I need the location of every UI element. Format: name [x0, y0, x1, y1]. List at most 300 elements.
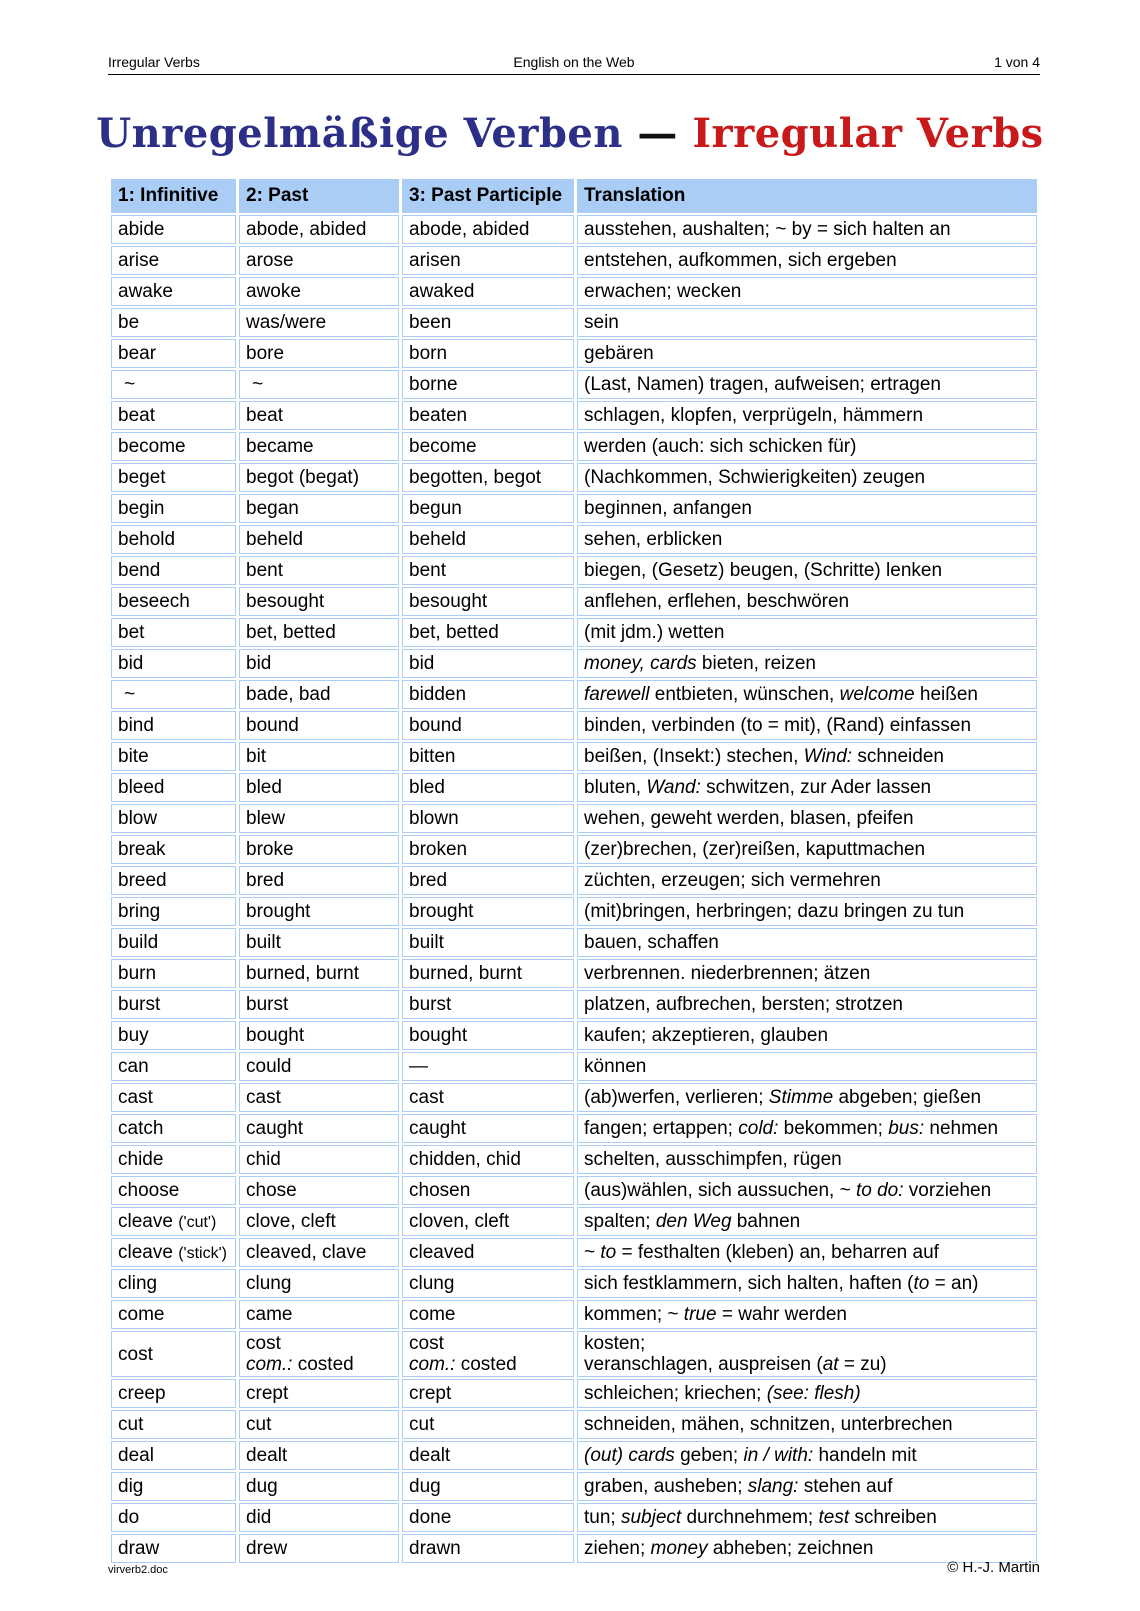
table-row: [111, 494, 1037, 523]
text-segment: bought: [409, 1025, 468, 1046]
text-segment: draw: [118, 1538, 160, 1559]
column-header-past: 2: Past: [239, 179, 399, 213]
table-row: [111, 742, 1037, 771]
cell-past-participle: [402, 1410, 574, 1439]
cell-translation: [577, 1379, 1037, 1408]
table-row: [111, 1441, 1037, 1470]
page-header: [108, 54, 1040, 75]
text-segment: awake: [118, 281, 173, 302]
cell-infinitive: [111, 1207, 236, 1236]
text-segment: bite: [118, 746, 149, 767]
cell-past: [239, 1503, 399, 1532]
italic-segment: farewell: [584, 684, 650, 705]
text-segment: burst: [118, 994, 161, 1015]
cell-translation: [577, 1410, 1037, 1439]
cell-translation: [577, 649, 1037, 678]
footer-filename: virverb2.doc: [108, 1564, 168, 1576]
text-segment: wehen, geweht werden, blasen, pfeifen: [584, 808, 914, 829]
cell-translation: [577, 928, 1037, 957]
cell-infinitive: [111, 525, 236, 554]
cell-past: [239, 525, 399, 554]
table-row: [111, 1238, 1037, 1267]
infinitive-note: ('cut'): [178, 1213, 217, 1231]
text-segment: creep: [118, 1383, 166, 1404]
cell-translation: [577, 246, 1037, 275]
text-segment: costed: [455, 1354, 517, 1375]
cell-past: [239, 804, 399, 833]
text-segment: bear: [118, 343, 157, 364]
text-segment: (mit)bringen, herbringen; dazu bringen zu tun: [584, 901, 965, 922]
cell-infinitive: [111, 370, 236, 399]
cell-translation: [577, 618, 1037, 647]
text-segment: buy: [118, 1025, 149, 1046]
cell-past: [239, 1021, 399, 1050]
text-segment: chidden, chid: [409, 1149, 521, 1170]
table-row: [111, 804, 1037, 833]
text-segment: bit: [246, 746, 267, 767]
text-segment: cast: [409, 1087, 444, 1108]
title-separator: —: [637, 110, 678, 157]
text-segment: ziehen;: [584, 1538, 651, 1559]
text-segment: begot (begat): [246, 467, 360, 488]
cell-past-participle: [402, 1176, 574, 1205]
cell-translation: [577, 959, 1037, 988]
cell-past-participle: [402, 1238, 574, 1267]
text-segment: bent: [409, 560, 446, 581]
text-segment: kommen; ~: [584, 1304, 684, 1325]
cell-past-participle: [402, 308, 574, 337]
text-segment: bled: [246, 777, 282, 798]
text-segment: clung: [246, 1273, 292, 1294]
cell-translation: [577, 1331, 1037, 1377]
text-segment: burned, burnt: [246, 963, 360, 984]
text-segment: awoke: [246, 281, 301, 302]
cell-infinitive: [111, 680, 236, 709]
text-segment: veranschlagen, auspreisen (: [584, 1354, 823, 1375]
cell-past: [239, 835, 399, 864]
text-segment: borne: [409, 374, 458, 395]
text-segment: broken: [409, 839, 468, 860]
text-segment: beat: [246, 405, 283, 426]
cell-infinitive: [111, 990, 236, 1019]
cell-past: [239, 1052, 399, 1081]
cell-translation: [577, 990, 1037, 1019]
text-segment: abode, abided: [409, 219, 530, 240]
cell-translation: [577, 1114, 1037, 1143]
text-segment: ~: [584, 1242, 601, 1263]
cell-past-participle: [402, 1441, 574, 1470]
text-segment: brought: [246, 901, 311, 922]
text-segment: behold: [118, 529, 176, 550]
table-row: [111, 1331, 1037, 1377]
italic-segment: (out) cards: [584, 1445, 675, 1466]
text-segment: schreiben: [849, 1507, 937, 1528]
cell-infinitive: [111, 773, 236, 802]
text-segment: schwitzen, zur Ader lassen: [700, 777, 932, 798]
cell-past: [239, 1534, 399, 1563]
text-segment: cost: [409, 1333, 444, 1354]
table-row: [111, 1176, 1037, 1205]
cell-past-participle: [402, 1021, 574, 1050]
text-segment: = festhalten (kleben) an, beharren auf: [616, 1242, 939, 1263]
cell-past-participle: [402, 1379, 574, 1408]
text-segment: done: [409, 1507, 452, 1528]
text-segment: bade, bad: [246, 684, 331, 705]
header-left: Irregular Verbs: [108, 54, 200, 70]
cell-translation: [577, 1145, 1037, 1174]
cell-past: [239, 1379, 399, 1408]
text-segment: dug: [246, 1476, 278, 1497]
text-segment: geben;: [674, 1445, 744, 1466]
text-segment: born: [409, 343, 448, 364]
table-row: [111, 1269, 1037, 1298]
text-segment: begotten, begot: [409, 467, 542, 488]
cell-past: [239, 556, 399, 585]
text-segment: nehmen: [924, 1118, 999, 1139]
italic-segment: at: [822, 1354, 839, 1375]
cell-past-participle: [402, 494, 574, 523]
cell-past: [239, 649, 399, 678]
cell-past: [239, 1176, 399, 1205]
cell-past-participle: [402, 277, 574, 306]
text-segment: entstehen, aufkommen, sich ergeben: [584, 250, 897, 271]
cell-infinitive: [111, 432, 236, 461]
cell-infinitive: [111, 835, 236, 864]
text-segment: bitten: [409, 746, 456, 767]
text-segment: bid: [246, 653, 272, 674]
text-segment: ~: [124, 374, 136, 395]
table-row: [111, 959, 1037, 988]
cell-translation: [577, 1176, 1037, 1205]
table-row: [111, 618, 1037, 647]
text-segment: awaked: [409, 281, 475, 302]
cell-infinitive: [111, 308, 236, 337]
cell-past: [239, 587, 399, 616]
italic-segment: slang:: [747, 1476, 799, 1497]
text-segment: abgeben; gießen: [833, 1087, 982, 1108]
table-row: [111, 1379, 1037, 1408]
text-segment: came: [246, 1304, 293, 1325]
cell-past-participle: [402, 370, 574, 399]
cell-past-participle: [402, 1331, 574, 1377]
text-segment: kaufen; akzeptieren, glauben: [584, 1025, 829, 1046]
cell-past-participle: [402, 1052, 574, 1081]
text-segment: (Nachkommen, Schwierigkeiten) zeugen: [584, 467, 926, 488]
text-segment: beget: [118, 467, 166, 488]
title-german: Unregelmäßige Verben: [96, 110, 623, 157]
column-header-past-participle: 3: Past Participle: [402, 179, 574, 213]
text-segment: begun: [409, 498, 462, 519]
text-segment: dealt: [246, 1445, 288, 1466]
text-segment: burst: [246, 994, 289, 1015]
cell-past-participle: [402, 990, 574, 1019]
cell-infinitive: [111, 494, 236, 523]
text-segment: bluten,: [584, 777, 647, 798]
cell-infinitive: [111, 711, 236, 740]
text-segment: bid: [409, 653, 435, 674]
text-segment: ~: [124, 684, 136, 705]
table-row: [111, 866, 1037, 895]
text-segment: schneiden, mähen, schnitzen, unterbrechen: [584, 1414, 953, 1435]
cell-translation: [577, 1269, 1037, 1298]
infinitive-note: ('stick'): [178, 1244, 227, 1262]
text-segment: schlagen, klopfen, verprügeln, hämmern: [584, 405, 924, 426]
text-segment: chosen: [409, 1180, 471, 1201]
text-segment: cleave: [118, 1241, 173, 1263]
text-segment: abode, abided: [246, 219, 367, 240]
text-segment: chose: [246, 1180, 297, 1201]
cell-past: [239, 928, 399, 957]
cell-infinitive: [111, 1176, 236, 1205]
text-segment: do: [118, 1507, 140, 1528]
cell-translation: [577, 494, 1037, 523]
text-segment: bled: [409, 777, 445, 798]
text-segment: abide: [118, 219, 165, 240]
text-segment: blew: [246, 808, 286, 829]
cell-past: [239, 1083, 399, 1112]
cell-past: [239, 1207, 399, 1236]
cell-translation: [577, 1472, 1037, 1501]
text-segment: schleichen; kriechen;: [584, 1383, 767, 1404]
text-segment: gebären: [584, 343, 654, 364]
cell-past-participle: [402, 1534, 574, 1563]
text-segment: break: [118, 839, 166, 860]
text-segment: entbieten, wünschen,: [649, 684, 840, 705]
cell-past-participle: [402, 1083, 574, 1112]
cell-past: [239, 1410, 399, 1439]
text-segment: beißen, (Insekt:) stechen,: [584, 746, 804, 767]
text-segment: clove, cleft: [246, 1211, 336, 1232]
cell-infinitive: [111, 928, 236, 957]
cell-infinitive: [111, 1379, 236, 1408]
italic-segment: to: [600, 1242, 617, 1263]
text-segment: fangen; ertappen;: [584, 1118, 739, 1139]
cell-past-participle: [402, 463, 574, 492]
cell-infinitive: [111, 215, 236, 244]
header-center: English on the Web: [513, 54, 635, 70]
footer-copyright: © H.-J. Martin: [947, 1559, 1040, 1576]
cell-infinitive: [111, 742, 236, 771]
text-segment: züchten, erzeugen; sich vermehren: [584, 870, 881, 891]
text-segment: build: [118, 932, 159, 953]
cell-infinitive: [111, 1503, 236, 1532]
text-segment: beheld: [246, 529, 304, 550]
cell-infinitive: [111, 1083, 236, 1112]
cell-infinitive: [111, 246, 236, 275]
cell-past-participle: [402, 1145, 574, 1174]
text-segment: können: [584, 1056, 647, 1077]
cell-translation: [577, 587, 1037, 616]
text-segment: erwachen; wecken: [584, 281, 742, 302]
italic-segment: com.:: [246, 1354, 293, 1375]
text-segment: clung: [409, 1273, 455, 1294]
table-row: [111, 432, 1037, 461]
column-header-infinitive: 1: Infinitive: [111, 179, 236, 213]
cell-past-participle: [402, 215, 574, 244]
text-segment: cleaved: [409, 1242, 475, 1263]
cell-infinitive: [111, 866, 236, 895]
table-row: [111, 401, 1037, 430]
text-segment: sich festklammern, sich halten, haften (: [584, 1273, 914, 1294]
text-segment: bleed: [118, 777, 165, 798]
text-segment: caught: [409, 1118, 467, 1139]
cell-infinitive: [111, 1472, 236, 1501]
cell-past-participle: [402, 401, 574, 430]
italic-segment: subject: [620, 1507, 682, 1528]
text-segment: besought: [409, 591, 488, 612]
italic-segment: to: [913, 1273, 930, 1294]
text-segment: begin: [118, 498, 165, 519]
cell-past-participle: [402, 711, 574, 740]
cell-past: [239, 1300, 399, 1329]
text-segment: cut: [409, 1414, 435, 1435]
cell-translation: [577, 401, 1037, 430]
verb-table: [108, 177, 1040, 1565]
italic-segment: cold:: [738, 1118, 779, 1139]
table-row: [111, 649, 1037, 678]
table-row: [111, 1534, 1037, 1563]
cell-infinitive: [111, 1052, 236, 1081]
text-segment: bid: [118, 653, 144, 674]
cell-past-participle: [402, 432, 574, 461]
cell-past: [239, 773, 399, 802]
cell-past: [239, 308, 399, 337]
table-row: [111, 339, 1037, 368]
text-segment: cut: [246, 1414, 272, 1435]
cell-past: [239, 1114, 399, 1143]
cell-translation: [577, 773, 1037, 802]
cell-infinitive: [111, 1145, 236, 1174]
cell-past-participle: [402, 246, 574, 275]
italic-segment: com.:: [409, 1354, 456, 1375]
text-segment: bred: [246, 870, 285, 891]
cell-past: [239, 711, 399, 740]
cell-past: [239, 339, 399, 368]
text-segment: (mit jdm.) wetten: [584, 622, 725, 643]
text-segment: beaten: [409, 405, 468, 426]
cell-past: [239, 959, 399, 988]
text-segment: (Last, Namen) tragen, aufweisen; ertragen: [584, 374, 941, 395]
cell-infinitive: [111, 277, 236, 306]
text-segment: abheben; zeichnen: [707, 1538, 874, 1559]
text-segment: deal: [118, 1445, 154, 1466]
text-segment: costed: [292, 1354, 354, 1375]
text-segment: bet, betted: [409, 622, 499, 643]
table-row: [111, 556, 1037, 585]
cell-past-participle: [402, 587, 574, 616]
text-segment: bet: [118, 622, 145, 643]
text-segment: bent: [246, 560, 283, 581]
cell-past-participle: [402, 928, 574, 957]
cell-translation: [577, 1300, 1037, 1329]
cell-infinitive: [111, 556, 236, 585]
text-segment: burst: [409, 994, 452, 1015]
cell-translation: [577, 742, 1037, 771]
cell-infinitive: [111, 1238, 236, 1267]
text-segment: built: [246, 932, 281, 953]
italic-segment: to do:: [855, 1180, 904, 1201]
text-segment: arisen: [409, 250, 461, 271]
cell-translation: [577, 1052, 1037, 1081]
text-segment: become: [409, 436, 477, 457]
text-segment: bred: [409, 870, 448, 891]
cell-past: [239, 990, 399, 1019]
text-segment: cleaved, clave: [246, 1242, 367, 1263]
table-row: [111, 711, 1037, 740]
cell-past: [239, 866, 399, 895]
text-segment: werden (auch: sich schicken für): [584, 436, 857, 457]
cell-past-participle: [402, 1472, 574, 1501]
text-segment: beginnen, anfangen: [584, 498, 752, 519]
cell-past: [239, 1441, 399, 1470]
italic-segment: welcome: [839, 684, 915, 705]
cell-infinitive: [111, 1114, 236, 1143]
table-row: [111, 1472, 1037, 1501]
italic-segment: Wind:: [803, 746, 853, 767]
cell-past-participle: [402, 1503, 574, 1532]
cell-translation: [577, 1083, 1037, 1112]
table-row: [111, 1052, 1037, 1081]
table-row: [111, 897, 1037, 926]
cell-translation: [577, 339, 1037, 368]
cell-past-participle: [402, 680, 574, 709]
cell-infinitive: [111, 897, 236, 926]
text-segment: biegen, (Gesetz) beugen, (Schritte) lenken: [584, 560, 943, 581]
table-row: [111, 1207, 1037, 1236]
text-segment: bend: [118, 560, 161, 581]
cell-translation: [577, 1207, 1037, 1236]
text-segment: beat: [118, 405, 155, 426]
table-row: [111, 370, 1037, 399]
italic-segment: money, cards: [584, 653, 697, 674]
text-segment: built: [409, 932, 444, 953]
text-segment: bet, betted: [246, 622, 336, 643]
cell-past-participle: [402, 742, 574, 771]
text-segment: heißen: [914, 684, 978, 705]
table-row: [111, 587, 1037, 616]
cell-translation: [577, 866, 1037, 895]
table-row: [111, 680, 1037, 709]
text-segment: cast: [118, 1087, 153, 1108]
text-segment: burn: [118, 963, 157, 984]
text-segment: schneiden: [852, 746, 944, 767]
page-title: [0, 110, 1140, 157]
text-segment: dealt: [409, 1445, 451, 1466]
cell-translation: [577, 308, 1037, 337]
cell-past-participle: [402, 866, 574, 895]
cell-past: [239, 370, 399, 399]
cell-translation: [577, 463, 1037, 492]
text-segment: vorziehen: [903, 1180, 992, 1201]
italic-segment: test: [818, 1507, 850, 1528]
text-segment: cling: [118, 1273, 158, 1294]
text-segment: cast: [246, 1087, 281, 1108]
table-row: [111, 277, 1037, 306]
text-segment: sehen, erblicken: [584, 529, 723, 550]
cell-translation: [577, 1021, 1037, 1050]
cell-translation: [577, 1238, 1037, 1267]
text-segment: bring: [118, 901, 161, 922]
text-segment: brought: [409, 901, 474, 922]
cell-past-participle: [402, 525, 574, 554]
cell-translation: [577, 556, 1037, 585]
text-segment: binden, verbinden (to = mit), (Rand) einfassen: [584, 715, 972, 736]
text-segment: blow: [118, 808, 158, 829]
cell-translation: [577, 525, 1037, 554]
text-segment: come: [409, 1304, 456, 1325]
cell-past: [239, 463, 399, 492]
cell-translation: [577, 711, 1037, 740]
